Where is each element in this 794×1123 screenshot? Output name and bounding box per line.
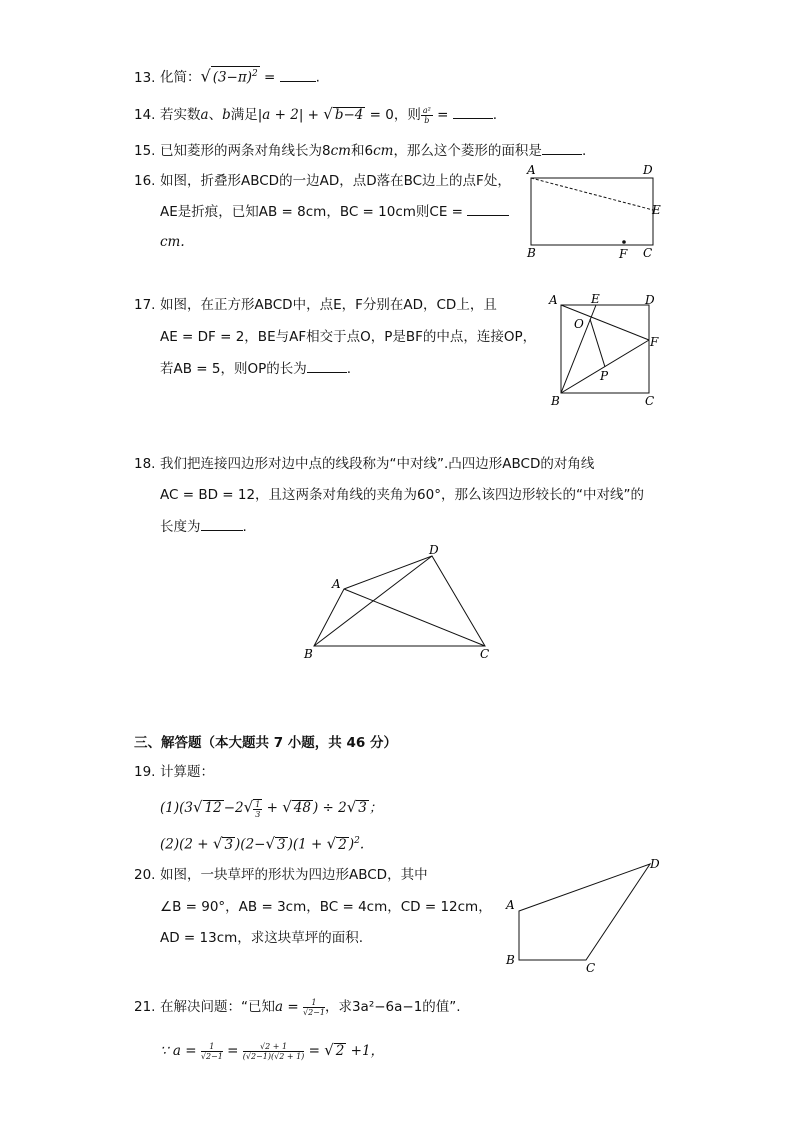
question-19-part2: (2)(2 + √ 3 )(2−√ 3 )(1 + √ 2 )$^2$.: [160, 834, 365, 853]
question-number: 19.: [134, 764, 156, 780]
label-d: D: [429, 543, 439, 557]
question-16-line2: AE是折痕，已知AB = 8cm，BC = 10cm则CE =: [160, 201, 509, 222]
label-b: B: [304, 647, 313, 661]
question-18-line3: 长度为 .: [160, 516, 247, 537]
label-f: F: [650, 335, 659, 349]
question-20-line3: AD = 13cm，求这块草坪的面积.: [160, 930, 364, 946]
label-d: D: [643, 163, 653, 177]
answer-blank[interactable]: [453, 104, 493, 119]
question-17-line2: AE = DF = 2，BE与AF相交于点O，P是BF的中点，连接OP，: [160, 329, 537, 345]
label-a: A: [527, 163, 536, 177]
question-14: 14. 若实数a、b满足|a + 2| + √ b−4 = 0，则 $\frac{\text{a²}}{b}$ = .: [134, 105, 498, 125]
label-e: E: [591, 292, 600, 306]
question-21: 21. 在解决问题：“已知a = $\frac{1}{√2-1}$ ，求3a²−6a−1的值”.: [134, 997, 461, 1017]
question-20: 20. 如图，一块草坪的形状为四边形ABCD，其中: [134, 867, 428, 883]
label-f: F: [619, 247, 628, 261]
diagonal-bd: [314, 556, 432, 646]
question-13: 13. 化简：√ $(3-\pi)^2$ = .: [134, 66, 320, 86]
figure-q18-quadrilateral: [298, 540, 498, 665]
question-number: 16.: [134, 173, 156, 189]
label-d: D: [645, 293, 655, 307]
radical: $(3-\pi)^2$: [211, 66, 260, 85]
question-19: 19. 计算题：: [134, 764, 214, 780]
diagonal-ac: [344, 589, 485, 646]
rectangle-abcd: [531, 178, 653, 245]
question-19-part1: (1)(3√ 12 −2√ $\frac{1}{3}$ + √ 48 ) ÷ 2√ 3 ；: [160, 798, 383, 819]
question-number: 14.: [134, 107, 156, 123]
figure-q17-square: [545, 290, 670, 410]
answer-blank[interactable]: [280, 67, 316, 82]
quadrilateral-abcd: [314, 556, 485, 646]
label-c: C: [586, 961, 596, 975]
question-18: 18. 我们把连接四边形对边中点的线段称为“中对线”.凸四边形ABCD的对角线: [134, 456, 595, 472]
label-o: O: [574, 317, 584, 331]
quadrilateral-abcd: [519, 864, 650, 960]
label-p: P: [600, 369, 609, 383]
label-c: C: [645, 394, 655, 408]
question-17-line3: 若AB = 5，则OP的长为 .: [160, 358, 351, 379]
label-b: B: [506, 953, 515, 967]
question-15: 15. 已知菱形的两条对角线长为8cm和6cm，那么这个菱形的面积是 .: [134, 140, 586, 161]
answer-blank[interactable]: [467, 201, 509, 216]
label-c: C: [480, 647, 490, 661]
label-d: D: [650, 857, 660, 871]
fold-line-ae: [531, 178, 653, 210]
question-17: 17. 如图，在正方形ABCD中，点E，F分别在AD，CD上，且: [134, 297, 497, 313]
label-b: B: [551, 394, 560, 408]
question-16-line3: cm.: [160, 234, 185, 250]
label-c: C: [643, 246, 653, 260]
question-20-line2: ∠B = 90°，AB = 3cm，BC = 4cm，CD = 12cm，: [160, 899, 492, 915]
question-number: 21.: [134, 999, 156, 1015]
answer-blank[interactable]: [542, 140, 582, 155]
question-number: 20.: [134, 867, 156, 883]
question-18-line2: AC = BD = 12，且这两条对角线的夹角为60°，那么该四边形较长的“中对线”的: [160, 487, 644, 503]
label-e: E: [652, 203, 661, 217]
question-21-line2: ∵ a = $\frac{1}{√2-1}$ = $\frac{√2 + 1}{(√2-1)(√2 + 1)}$ = √ 2 +1，: [160, 1041, 385, 1061]
segment-op: [590, 319, 605, 367]
fraction: $\frac{\text{a²}}{b}$: [422, 105, 431, 125]
label-a: A: [549, 293, 558, 307]
section-heading: 三、解答题（本大题共 7 小题，共 46 分）: [134, 735, 397, 751]
question-number: 13.: [134, 69, 156, 86]
answer-blank[interactable]: [201, 516, 243, 531]
question-number: 18.: [134, 456, 156, 472]
label-b: B: [527, 246, 536, 260]
question-16: 16. 如图，折叠形ABCD的一边AD，点D落在BC边上的点F处，: [134, 173, 511, 189]
label-a: A: [506, 898, 515, 912]
question-number: 17.: [134, 297, 156, 313]
label-a: A: [332, 577, 341, 591]
figure-q20-lawn: [500, 850, 670, 975]
question-number: 15.: [134, 143, 156, 159]
point-f: [622, 240, 626, 244]
figure-q16-rectangle: [520, 160, 670, 265]
answer-blank[interactable]: [307, 358, 347, 373]
